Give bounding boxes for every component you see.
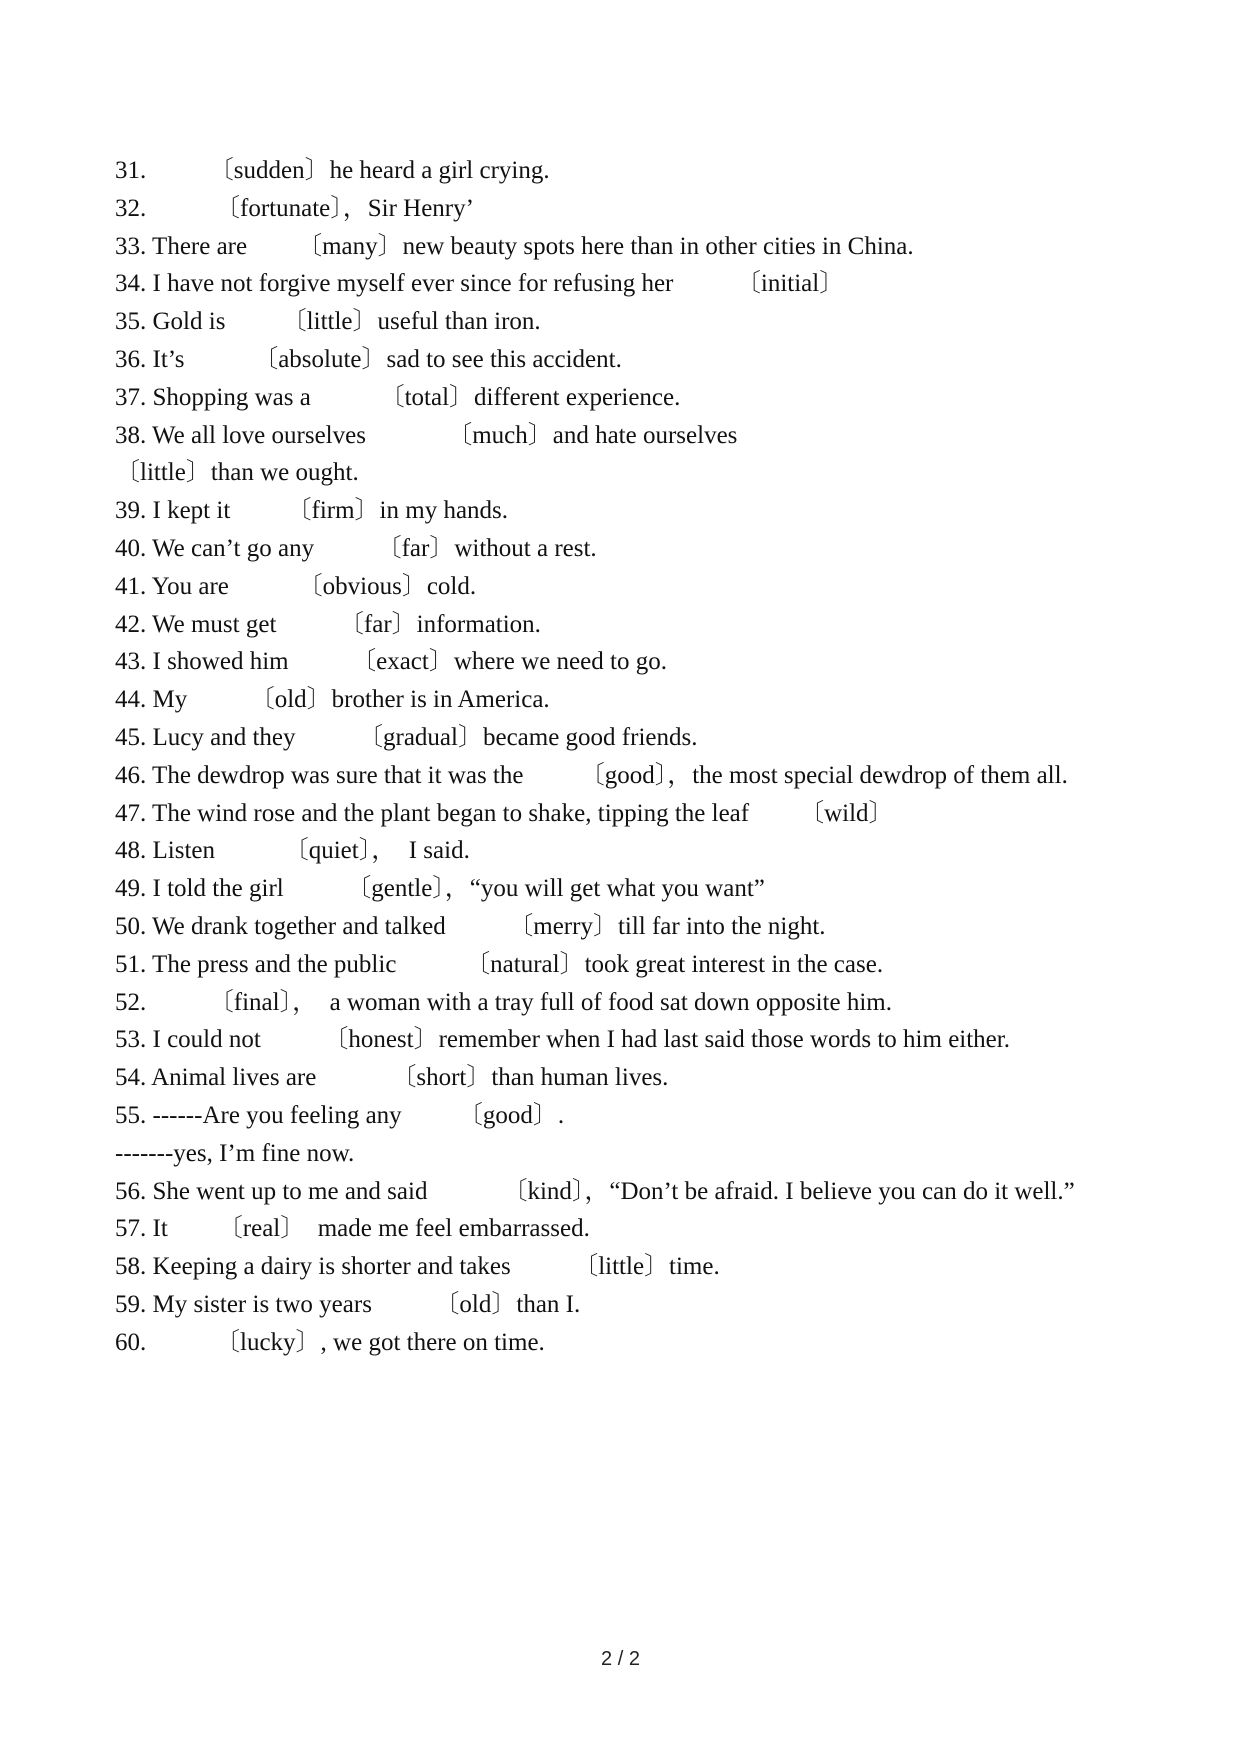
exercise-item-51: 51. The press and the public 〔natural〕took great interest in the case. bbox=[115, 950, 884, 978]
exercise-item-55: 55. ------Are you feeling any 〔good〕. -------yes, I’m fine now. bbox=[115, 1101, 565, 1167]
exercise-item-32: 32. 〔fortunate〕，Sir Henry’ bbox=[115, 194, 474, 222]
page-number: 2 / 2 bbox=[601, 1648, 640, 1670]
exercise-item-50: 50. We drank together and talked 〔merry〕till far into the night. bbox=[115, 912, 826, 940]
exercise-item-33: 33. There are 〔many〕new beauty spots here than in other cities in China. bbox=[115, 232, 914, 260]
exercise-item-44: 44. My 〔old〕brother is in America. bbox=[115, 686, 550, 714]
exercise-item-46: 46. The dewdrop was sure that it was the 〔good〕，the most special dewdrop of them all. bbox=[115, 761, 1068, 789]
exercise-item-34: 34. I have not forgive myself ever since for refusing her 〔initial〕 bbox=[115, 270, 845, 298]
exercise-item-45: 45. Lucy and they 〔gradual〕became good friends. bbox=[115, 723, 698, 751]
exercise-item-54: 54. Animal lives are 〔short〕than human lives. bbox=[115, 1064, 669, 1092]
exercise-item-31: 31. 〔sudden〕he heard a girl crying. bbox=[115, 157, 550, 184]
exercise-item-43: 43. I showed him 〔exact〕where we need to go. bbox=[115, 648, 667, 676]
exercise-item-38: 38. We all love ourselves 〔much〕and hate ourselves 〔little〕than we ought. bbox=[115, 421, 738, 487]
exercise-item-59: 59. My sister is two years 〔old〕than I. bbox=[115, 1290, 581, 1318]
exercise-item-36: 36. It’s 〔absolute〕sad to see this accident. bbox=[115, 345, 622, 373]
exercise-item-60: 60. 〔lucky〕, we got there on time. bbox=[115, 1328, 545, 1356]
exercise-item-39: 39. I kept it 〔firm〕in my hands. bbox=[115, 497, 509, 525]
exercise-item-41: 41. You are 〔obvious〕cold. bbox=[115, 572, 477, 600]
exercise-item-57: 57. It 〔real〕 made me feel embarrassed. bbox=[115, 1215, 590, 1243]
exercise-item-47: 47. The wind rose and the plant began to shake, tipping the leaf 〔wild〕 bbox=[115, 799, 894, 827]
exercise-item-40: 40. We can’t go any 〔far〕without a rest. bbox=[115, 534, 597, 562]
exercise-item-56: 56. She went up to me and said 〔kind〕，“Don’t be afraid. I believe you can do it well.” bbox=[115, 1177, 1075, 1205]
exercise-list bbox=[115, 152, 1135, 1362]
exercise-item-42: 42. We must get 〔far〕information. bbox=[115, 610, 541, 638]
exercise-item-35: 35. Gold is 〔little〕useful than iron. bbox=[115, 308, 541, 336]
exercise-item-53: 53. I could not 〔honest〕remember when I had last said those words to him either. bbox=[115, 1026, 1010, 1054]
exercise-item-52: 52. 〔final〕， a woman with a tray full of food sat down opposite him. bbox=[115, 988, 892, 1016]
exercise-item-58: 58. Keeping a dairy is shorter and takes 〔little〕time. bbox=[115, 1253, 720, 1281]
exercise-item-49: 49. I told the girl 〔gentle〕，“you will get what you want” bbox=[115, 875, 765, 903]
exercise-item-48: 48. Listen 〔quiet〕， I said. bbox=[115, 837, 470, 865]
exercise-item-37: 37. Shopping was a 〔total〕different experience. bbox=[115, 383, 681, 411]
